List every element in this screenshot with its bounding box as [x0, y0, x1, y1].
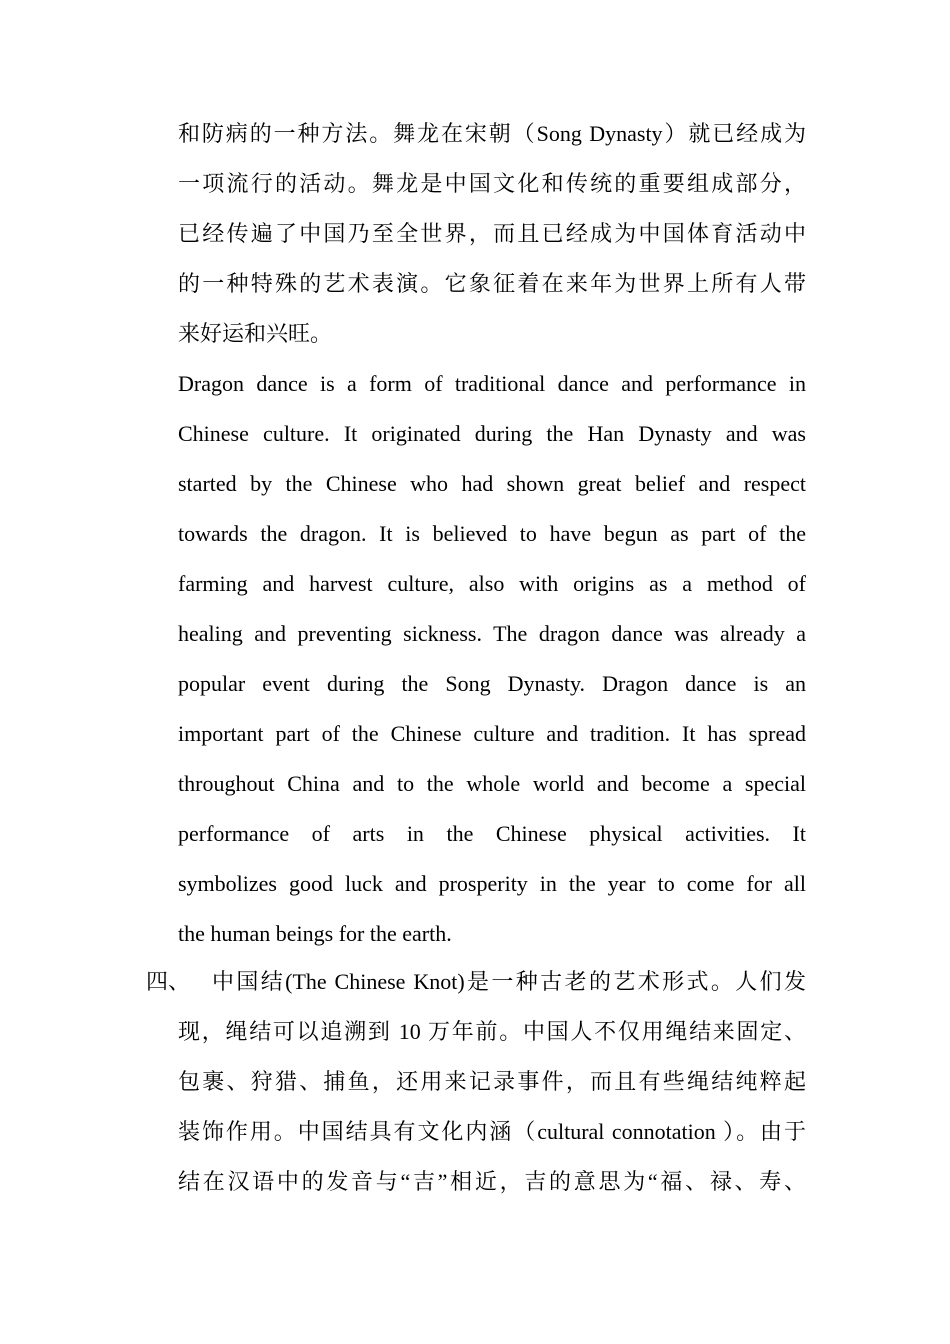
section-number: 四、 [146, 969, 191, 994]
text-line: Chinese culture. It originated during the Han Dynasty and was [178, 421, 806, 446]
text-line: healing and preventing sickness. The dragon dance was already a [178, 621, 806, 646]
text-line: the human beings for the earth. [178, 921, 452, 946]
text-line: farming and harvest culture, also with origins as a method of [178, 571, 806, 596]
text-line: started by the Chinese who had shown great belief and respect [178, 471, 806, 496]
text-line: 装饰作用。中国结具有文化内涵（cultural connotation ）。由于 [178, 1119, 806, 1144]
text-line: 结在汉语中的发音与“吉”相近，吉的意思为“福、禄、寿、 [178, 1169, 806, 1194]
text-line: 现，绳结可以追溯到 10 万年前。中国人不仅用绳结来固定、 [178, 1019, 806, 1044]
text-line: 的一种特殊的艺术表演。它象征着在来年为世界上所有人带 [178, 271, 806, 296]
text-line: throughout China and to the whole world and become a special [178, 771, 806, 796]
text-line: 一项流行的活动。舞龙是中国文化和传统的重要组成部分， [178, 171, 806, 196]
english-paragraph [178, 359, 806, 959]
text-line: 中国结(The Chinese Knot)是一种古老的艺术形式。人们发 [212, 969, 806, 994]
chinese-paragraph [178, 109, 806, 359]
section-four-body [178, 957, 806, 1207]
text-line: towards the dragon. It is believed to have begun as part of the [178, 521, 806, 546]
text-line: 包裹、狩猎、捕鱼，还用来记录事件，而且有些绳结纯粹起 [178, 1069, 806, 1094]
text-line: 已经传遍了中国乃至全世界，而且已经成为中国体育活动中 [178, 221, 806, 246]
text-line: popular event during the Song Dynasty. Dragon dance is an [178, 671, 806, 696]
text-line: symbolizes good luck and prosperity in the year to come for all [178, 871, 806, 896]
text-line: important part of the Chinese culture and tradition. It has spread [178, 721, 806, 746]
text-line: 来好运和兴旺。 [178, 321, 333, 346]
text-line: 和防病的一种方法。舞龙在宋朝（Song Dynasty）就已经成为 [178, 121, 806, 146]
text-line: performance of arts in the Chinese physical activities. It [178, 821, 806, 846]
text-line: Dragon dance is a form of traditional dance and performance in [178, 371, 806, 396]
